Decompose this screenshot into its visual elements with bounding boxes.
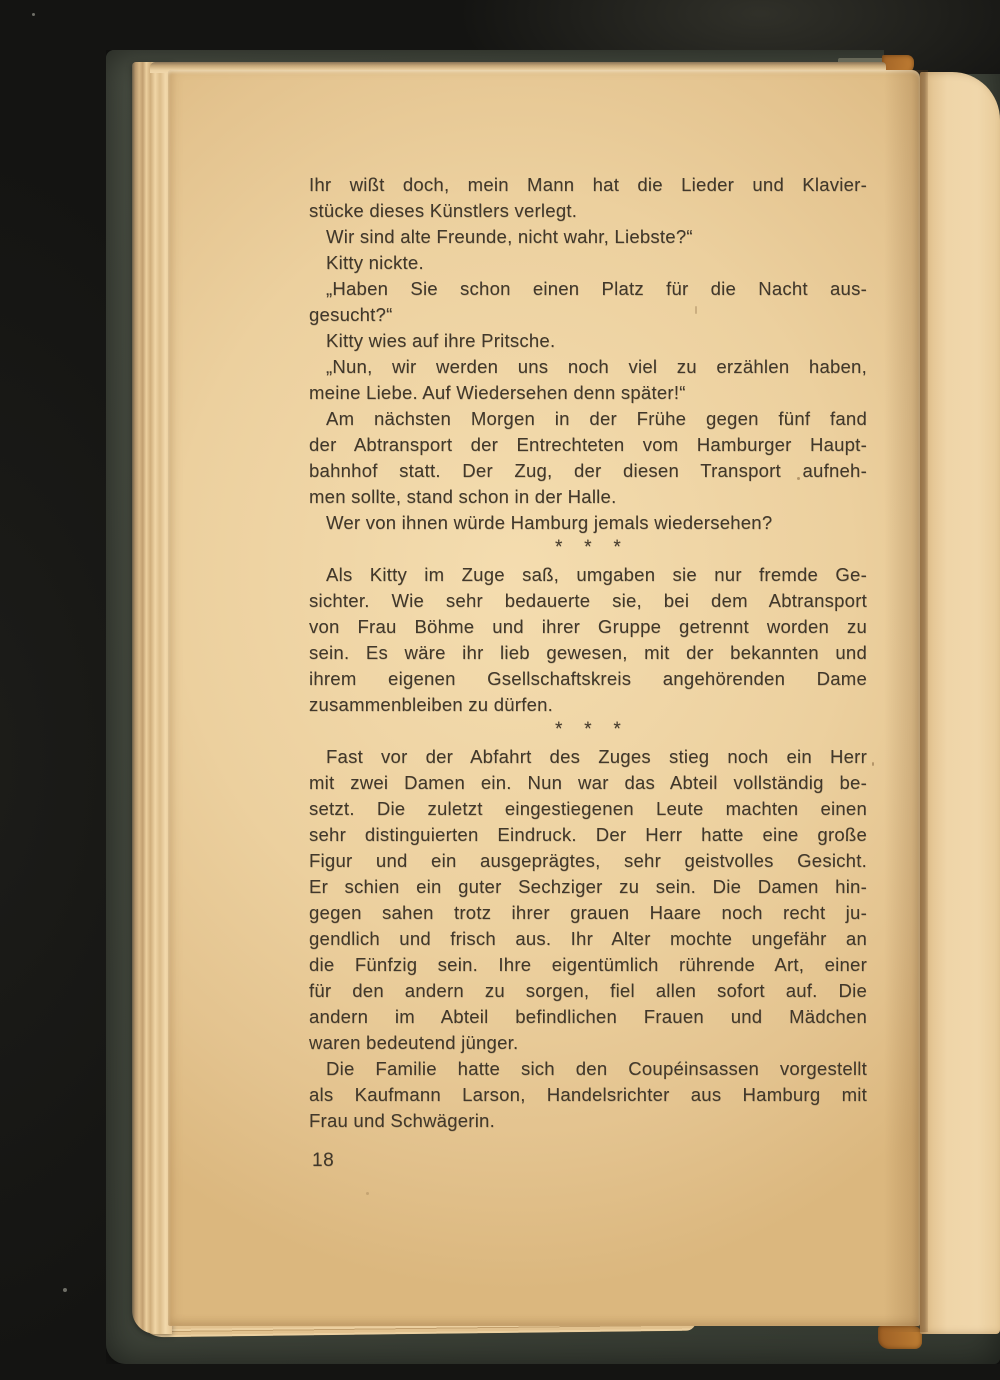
text-line: waren bedeutend jünger. bbox=[309, 1032, 519, 1053]
text-line: mit zwei Damen ein. Nun war das Abteil vollständig be- bbox=[309, 772, 867, 793]
page-number: 18 bbox=[312, 1150, 335, 1171]
text-line: zusammenbleiben zu dürfen. bbox=[309, 694, 554, 715]
text-line: „Haben Sie schon einen Platz für die Nacht aus- bbox=[326, 278, 867, 299]
text-line: Wer von ihnen würde Hamburg jemals wiedersehen? bbox=[326, 512, 773, 533]
text-line: für den andern zu sorgen, fiel allen sofort auf. Die bbox=[309, 980, 867, 1001]
text-line: Kitty wies auf ihre Pritsche. bbox=[326, 330, 556, 351]
text-line: von Frau Böhme und ihrer Gruppe getrennt worden zu bbox=[309, 616, 867, 637]
text-line: die Fünfzig sein. Ihre eigentümlich rührende Art, einer bbox=[309, 954, 867, 975]
text-line: ihrem eigenen Gsellschaftskreis angehörenden Dame bbox=[309, 668, 867, 689]
text-line: Wir sind alte Freunde, nicht wahr, Liebste?“ bbox=[326, 226, 693, 247]
text-line: Er schien ein guter Sechziger zu sein. Die Damen hin- bbox=[309, 876, 867, 897]
text-line: bahnhof statt. Der Zug, der diesen Transport aufneh- bbox=[309, 460, 867, 481]
text-line: gesucht?“ bbox=[309, 304, 393, 325]
foxing-speck bbox=[872, 762, 874, 766]
text-line: meine Liebe. Auf Wiedersehen denn später!“ bbox=[309, 382, 686, 403]
text-line: gegen sahen trotz ihrer grauen Haare noch recht ju- bbox=[309, 902, 867, 923]
text-line: als Kaufmann Larson, Handelsrichter aus Hamburg mit bbox=[309, 1084, 867, 1105]
page-text bbox=[309, 172, 867, 1134]
foxing-speck bbox=[366, 1192, 369, 1195]
text-line: stücke dieses Künstlers verlegt. bbox=[309, 200, 578, 221]
dust-speck bbox=[32, 13, 35, 16]
text-line: „Nun, wir werden uns noch viel zu erzählen haben, bbox=[326, 356, 867, 377]
dust-speck bbox=[63, 1288, 67, 1292]
text-line: sein. Es wäre ihr lieb gewesen, mit der bekannten und bbox=[309, 642, 867, 663]
spine-wear-bottom bbox=[878, 1326, 922, 1349]
page-stack-left-edge bbox=[132, 62, 172, 1334]
text-line: der Abtransport der Entrechteten vom Hamburger Haupt- bbox=[309, 434, 867, 455]
facing-page-edge bbox=[920, 72, 1000, 1334]
text-line: Die Familie hatte sich den Coupéinsassen vorgestellt bbox=[326, 1058, 867, 1079]
section-separator: * * * bbox=[555, 719, 621, 740]
text-line: sichter. Wie sehr bedauerte sie, bei dem Abtransport bbox=[309, 590, 867, 611]
text-line: Frau und Schwägerin. bbox=[309, 1110, 495, 1131]
text-line: Als Kitty im Zuge saß, umgaben sie nur fremde Ge- bbox=[326, 564, 867, 585]
text-line: Fast vor der Abfahrt des Zuges stieg noch ein Herr bbox=[326, 746, 867, 767]
text-line: Kitty nickte. bbox=[326, 252, 424, 273]
text-line: sehr distinguierten Eindruck. Der Herr hatte eine große bbox=[309, 824, 867, 845]
text-line: gendlich und frisch aus. Ihr Alter mochte ungefähr an bbox=[309, 928, 867, 949]
text-line: setzt. Die zuletzt eingestiegenen Leute machten einen bbox=[309, 798, 867, 819]
text-line: andern im Abteil befindlichen Frauen und Mädchen bbox=[309, 1006, 867, 1027]
text-line: Ihr wißt doch, mein Mann hat die Lieder und Klavier- bbox=[309, 174, 867, 195]
text-line: Am nächsten Morgen in der Frühe gegen fünf fand bbox=[326, 408, 867, 429]
text-line: Figur und ein ausgeprägtes, sehr geistvolles Gesicht. bbox=[309, 850, 867, 871]
section-separator: * * * bbox=[555, 537, 621, 558]
text-line: men sollte, stand schon in der Halle. bbox=[309, 486, 617, 507]
